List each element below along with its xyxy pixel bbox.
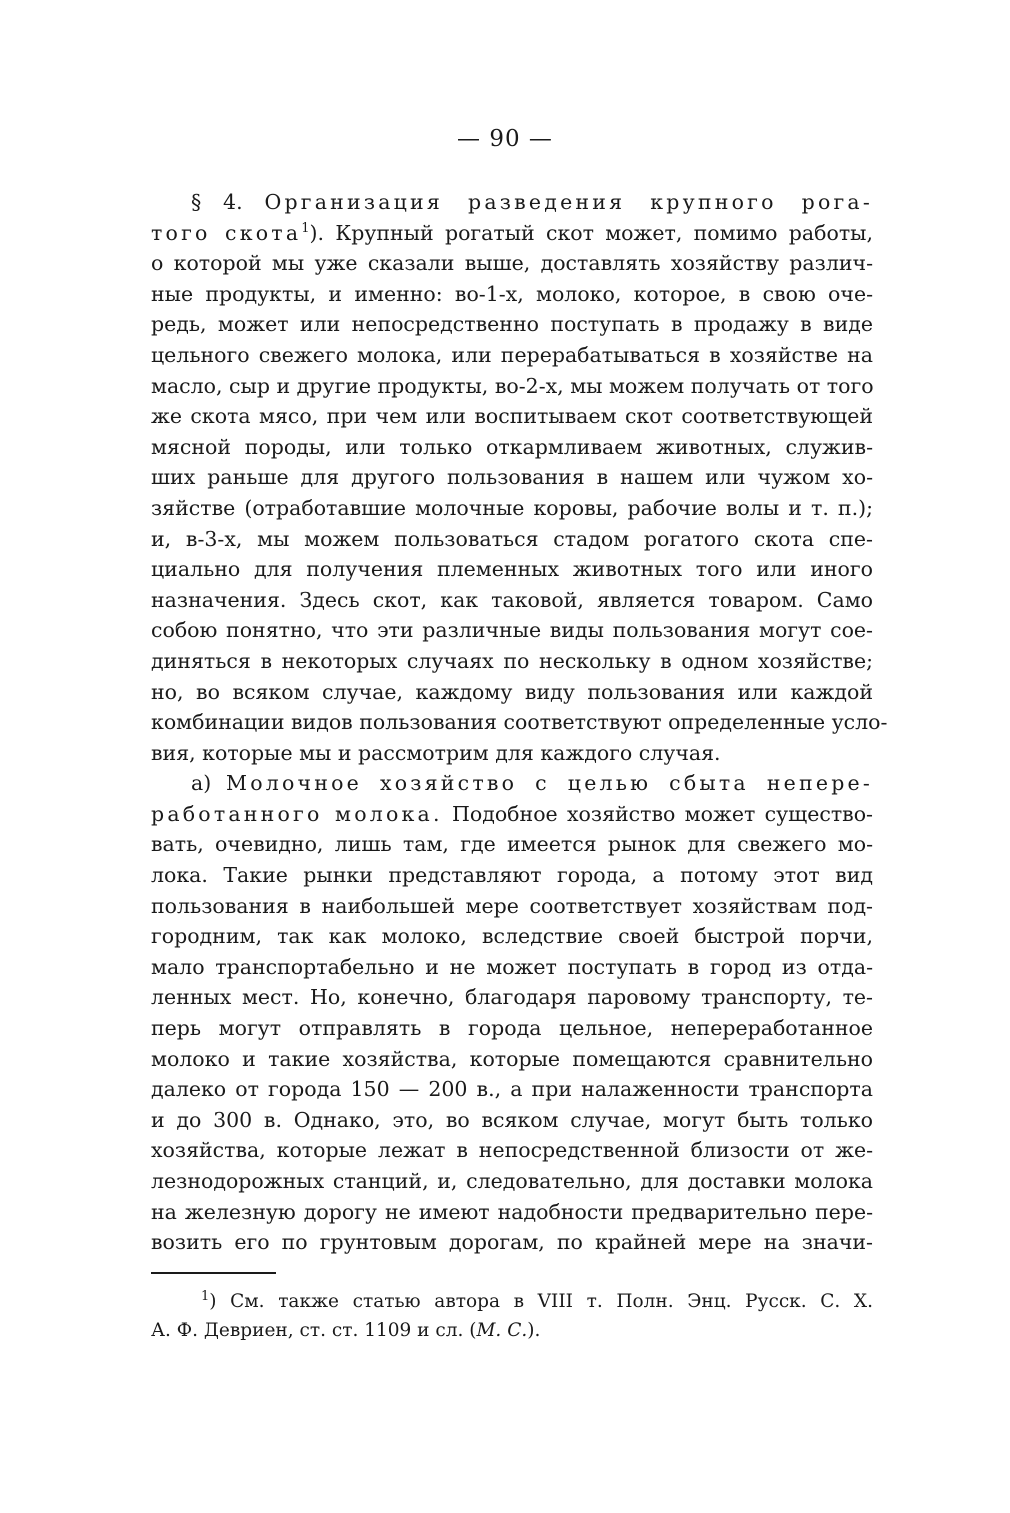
- section-heading-line: [151, 187, 873, 218]
- paragraph-line: [151, 218, 873, 249]
- section-heading-cont: того скота: [151, 220, 302, 245]
- paragraph-line: цельного свежего молока, или перерабатываться в хозяйстве на: [151, 342, 873, 367]
- paragraph-line: же скота мясо, при чем или воспитываем скот соответствующей: [151, 404, 873, 429]
- page-number: — 90 —: [457, 126, 553, 152]
- paragraph-line: городним, так как молоко, вследствие своей быстрой порчи,: [151, 924, 873, 949]
- paragraph-line: на железную дорогу не имеют надобности предварительно пере-: [151, 1199, 873, 1224]
- paragraph-line: ленных мест. Но, конечно, благодаря паровому транспорту, те-: [151, 985, 873, 1010]
- paragraph-line: назначения. Здесь скот, как таковой, является товаром. Само: [151, 587, 873, 612]
- paragraph-line: масло, сыр и другие продукты, во-2-х, мы можем получать от того: [151, 373, 874, 398]
- paragraph-line: и до 300 в. Однако, это, во всяком случае, могут быть только: [151, 1107, 873, 1132]
- footnote-marker: 1: [201, 1288, 210, 1304]
- footnote-line: [151, 1316, 873, 1345]
- subsection-heading-line: [151, 768, 873, 799]
- footnote-ref: 1: [301, 220, 310, 236]
- paragraph-line: комбинации видов пользования соответствуют определенные усло-: [151, 710, 888, 735]
- main-text: [151, 187, 888, 1258]
- section-heading: Организация разведения крупного рога-: [264, 190, 873, 214]
- paragraph-line: мало транспортабельно и не может поступать в город из отда-: [151, 954, 873, 979]
- paragraph-text: Крупный рогатый скот может, помимо работы,: [335, 220, 874, 245]
- paragraph-line: и, в-3-х, мы можем пользоваться стадом рогатого скота спе-: [151, 526, 873, 551]
- footnote-text: ).: [527, 1320, 541, 1341]
- paragraph-line: лезнодорожных станций, и, следовательно, для доставки молока: [151, 1169, 873, 1193]
- paragraph-line: лока. Такие рынки представляют города, а потому этот вид: [151, 863, 873, 888]
- footnote-divider: [151, 1272, 276, 1274]
- paragraph-line: о которой мы уже сказали выше, доставлять хозяйству различ-: [151, 251, 873, 276]
- paragraph-line: редь, может или непосредственно поступать в продажу в виде: [151, 312, 873, 337]
- paragraph-line: вать, очевидно, лишь там, где имеется рынок для свежего мо-: [151, 832, 873, 857]
- paragraph-line: ших раньше для другого пользования в нашем или чужом хо-: [151, 465, 873, 490]
- section-sign: § 4.: [191, 190, 243, 214]
- paragraph-line: хозяйства, которые лежат в непосредственной близости от же-: [151, 1138, 873, 1163]
- footnote-line: [151, 1287, 873, 1316]
- paragraph-line: далеко от города 150 — 200 в., а при налаженности транспорта: [151, 1077, 873, 1102]
- paragraph-line: диняться в некоторых случаях по нескольку в одном хозяйстве;: [151, 648, 873, 673]
- footnote: [151, 1287, 873, 1345]
- footnote-ref-tail: ).: [309, 220, 325, 245]
- subsection-label: а): [191, 771, 212, 796]
- subsection-heading: Молочное хозяйство с целью сбыта непере-: [226, 771, 873, 796]
- paragraph-line: ные продукты, и именно: во-1-х, молоко, которое, в свою оче-: [151, 281, 873, 306]
- paragraph-line: вия, которые мы и рассмотрим для каждого случая.: [151, 740, 721, 765]
- footnote-text: А. Ф. Девриен, ст. ст. 1109 и сл. (: [151, 1320, 477, 1341]
- paragraph-line: перь могут отправлять в города цельное, непереработанное: [151, 1016, 873, 1041]
- paragraph-line: возить его по грунтовым дорогам, по крайней мере на значи-: [151, 1230, 873, 1255]
- paragraph-line: циально для получения племенных животных того или иного: [151, 557, 873, 582]
- paragraph-line: пользования в наибольшей мере соответствует хозяйствам под-: [151, 893, 873, 918]
- footnote-author-initials: М. С.: [476, 1320, 528, 1341]
- subsection-heading-cont: работанного молока.: [151, 801, 443, 826]
- paragraph-line: мясной породы, или только откармливаем животных, служив-: [151, 434, 873, 459]
- paragraph-line: зяйстве (отработавшие молочные коровы, рабочие волы и т. п.);: [151, 495, 873, 520]
- paragraph-line: молоко и такие хозяйства, которые помещаются сравнительно: [151, 1046, 873, 1071]
- paragraph-line: собою понятно, что эти различные виды пользования могут сое-: [151, 618, 873, 643]
- paragraph-line: [151, 799, 873, 830]
- paragraph-text: Подобное хозяйство может существо-: [452, 801, 873, 826]
- paragraph-line: но, во всяком случае, каждому виду пользования или каждой: [151, 679, 873, 704]
- footnote-text: ) См. также статью автора в VIII т. Полн. Энц. Русск. С. Х.: [209, 1291, 873, 1312]
